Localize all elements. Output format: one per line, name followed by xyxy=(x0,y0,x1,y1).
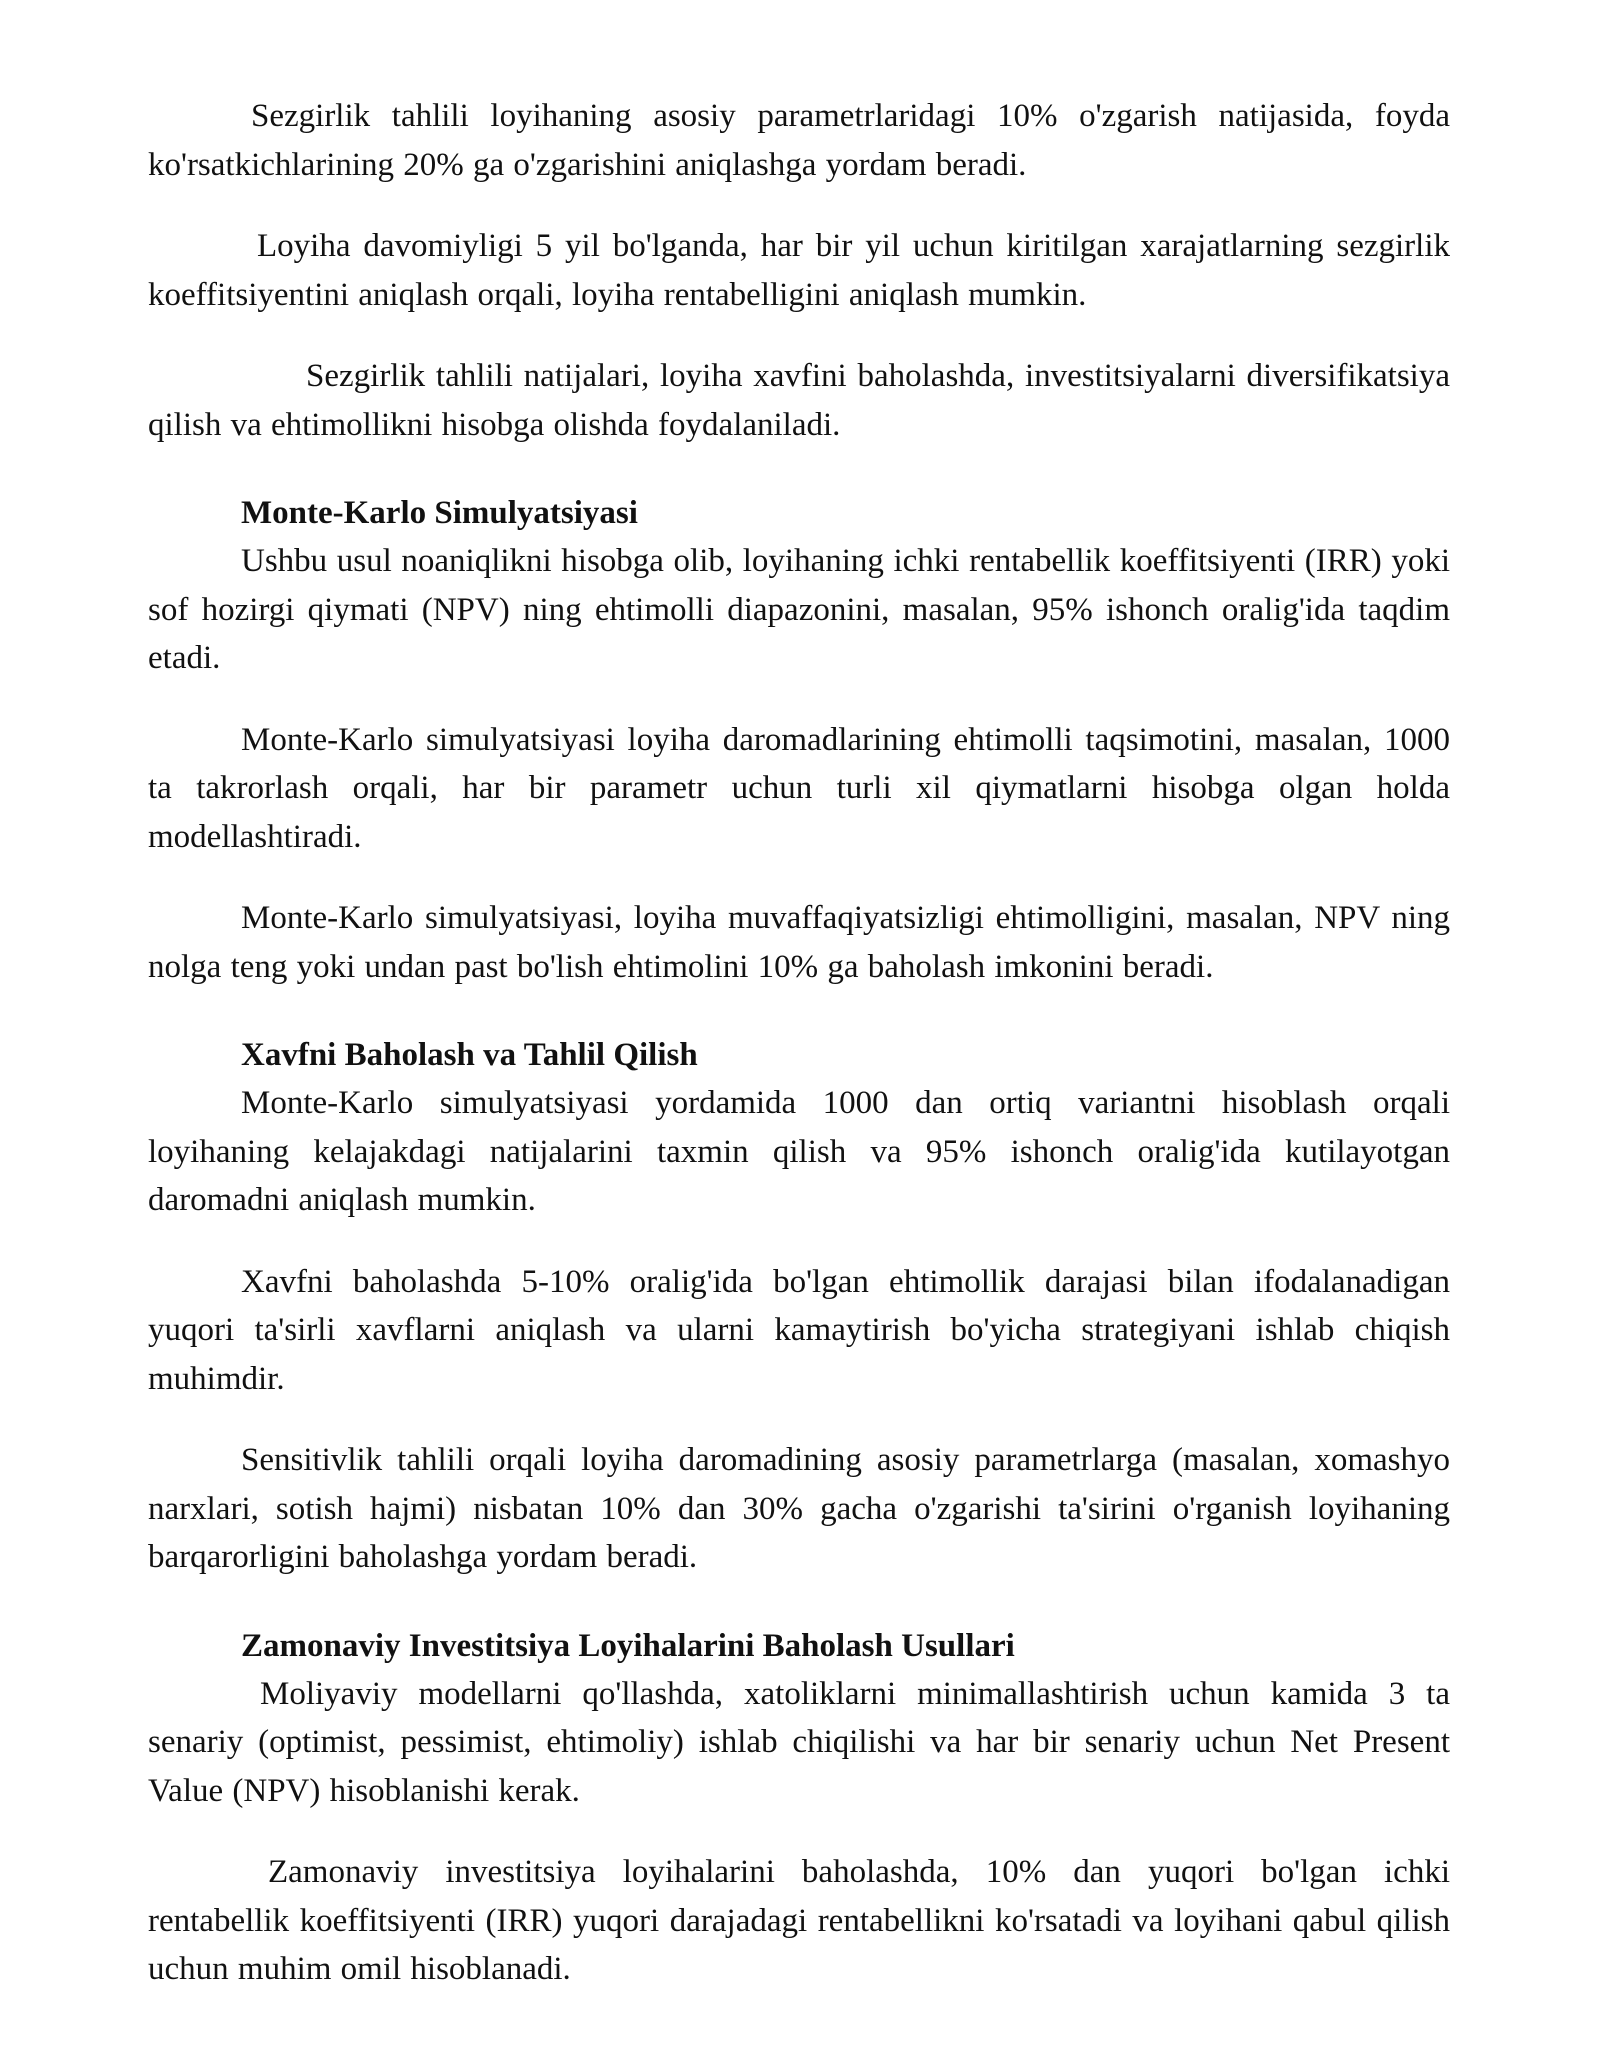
section-monte-carlo xyxy=(148,489,1450,991)
paragraph: Monte-Karlo simulyatsiyasi yordamida 1000 dan ortiq variantni hisoblash orqali loyihaning kelajakdagi natijalarini taxmin qilish va 95% ishonch oralig'ida kutilayotgan daromadni aniqlash mumkin. xyxy=(148,1085,1450,1218)
section-heading: Xavfni Baholash va Tahlil Qilish xyxy=(241,1037,698,1073)
paragraph: Sensitivlik tahlili orqali loyiha daromadining asosiy parametrlarga (masalan, xomashyo narxlari, sotish hajmi) nisbatan 10% dan 30% gacha o'zgarishi ta'sirini o'rganish loyihaning barqarorligini baholashga yordam beradi. xyxy=(148,1442,1450,1575)
paragraph-project-duration: Loyiha davomiyligi 5 yil bo'lganda, har bir yil uchun kiritilgan xarajatlarning sezgirlik koeffitsiyentini aniqlash orqali, loyiha rentabelligini aniqlash mumkin. xyxy=(148,228,1450,313)
section-modern-evaluation xyxy=(148,1622,1450,1994)
paragraph: Monte-Karlo simulyatsiyasi, loyiha muvaffaqiyatsizligi ehtimolligini, masalan, NPV ning nolga teng yoki undan past bo'lish ehtimolini 10% ga baholash imkonini beradi. xyxy=(148,900,1450,985)
paragraph: Monte-Karlo simulyatsiyasi loyiha daromadlarining ehtimolli taqsimotini, masalan, 1000 ta takrorlash orqali, har bir parametr uchun turli xil qiymatlarni hisobga olgan holda modellashtiradi. xyxy=(148,721,1450,855)
paragraph-sensitivity-intro: Sezgirlik tahlili loyihaning asosiy parametrlaridagi 10% o'zgarish natijasida, foyda ko'rsatkichlarining 20% ga o'zgarishini aniqlashga yordam beradi. xyxy=(148,98,1450,183)
section-risk-assessment xyxy=(148,1031,1450,1582)
paragraph: Ushbu usul noaniqlikni hisobga olib, loyihaning ichki rentabellik koeffitsiyenti (IRR) yoki sof hozirgi qiymati (NPV) ning ehtimolli diapazonini, masalan, 95% ishonch oralig'ida taqdim etadi. xyxy=(148,543,1450,676)
paragraph: Moliyaviy modellarni qo'llashda, xatoliklarni minimallashtirish uchun kamida 3 ta senariy (optimist, pessimist, ehtimoliy) ishlab chiqilishi va har bir senariy uchun Net Present Value (NPV) hisoblanishi kerak. xyxy=(148,1675,1450,1809)
section-heading: Monte-Karlo Simulyatsiyasi xyxy=(241,495,638,531)
paragraph: Zamonaviy investitsiya loyihalarini baholashda, 10% dan yuqori bo'lgan ichki rentabellik koeffitsiyenti (IRR) yuqori darajadagi rentabellikni ko'rsatadi va loyihani qabul qilish uchun muhim omil hisoblanadi. xyxy=(148,1854,1450,1987)
section-heading: Zamonaviy Investitsiya Loyihalarini Baholash Usullari xyxy=(241,1627,1015,1664)
paragraph-sensitivity-results: Sezgirlik tahlili natijalari, loyiha xavfini baholashda, investitsiyalarni diversifikatsiya qilish va ehtimollikni hisobga olishda foydalaniladi. xyxy=(148,358,1450,443)
document-page xyxy=(148,92,1450,1994)
paragraph: Xavfni baholashda 5-10% oralig'ida bo'lgan ehtimollik darajasi bilan ifodalanadigan yuqori ta'sirli xavflarni aniqlash va ularni kamaytirish bo'yicha strategiyani ishlab chiqish muhimdir. xyxy=(148,1263,1450,1397)
